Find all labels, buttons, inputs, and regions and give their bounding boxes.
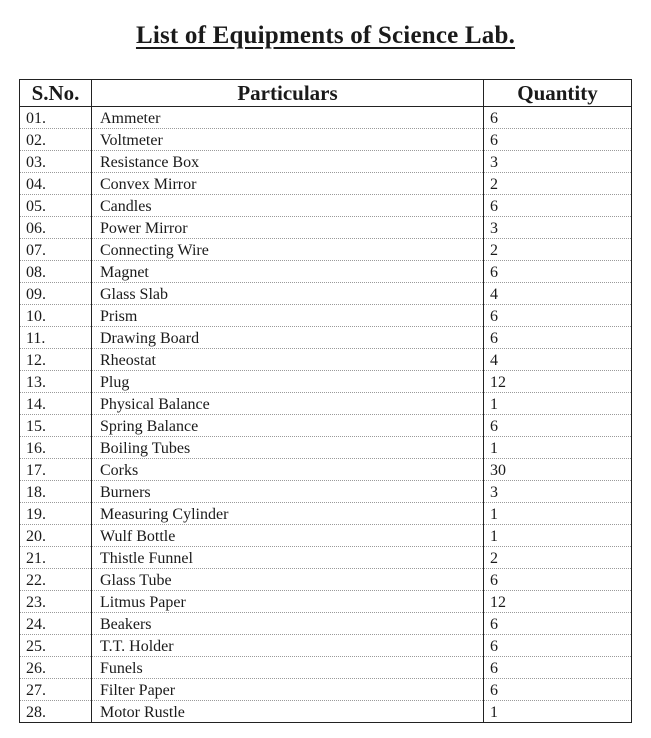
cell-particular: Ammeter — [92, 107, 484, 129]
column-header-sno: S.No. — [20, 80, 92, 107]
table-row — [20, 657, 632, 679]
cell-particular: Boiling Tubes — [92, 437, 484, 459]
cell-quantity: 6 — [484, 635, 632, 657]
cell-quantity: 6 — [484, 107, 632, 129]
cell-quantity: 1 — [484, 437, 632, 459]
table-row — [20, 525, 632, 547]
cell-particular: Funels — [92, 657, 484, 679]
cell-sno: 05. — [20, 195, 92, 217]
cell-sno: 27. — [20, 679, 92, 701]
table-row — [20, 349, 632, 371]
cell-particular: Motor Rustle — [92, 701, 484, 723]
cell-particular: Drawing Board — [92, 327, 484, 349]
table-row — [20, 327, 632, 349]
table-row — [20, 151, 632, 173]
cell-quantity: 6 — [484, 415, 632, 437]
cell-particular: Voltmeter — [92, 129, 484, 151]
cell-quantity: 6 — [484, 261, 632, 283]
cell-sno: 17. — [20, 459, 92, 481]
cell-sno: 11. — [20, 327, 92, 349]
table-row — [20, 569, 632, 591]
table-row — [20, 239, 632, 261]
cell-particular: Plug — [92, 371, 484, 393]
table-row — [20, 701, 632, 723]
cell-particular: Physical Balance — [92, 393, 484, 415]
cell-particular: Candles — [92, 195, 484, 217]
cell-sno: 26. — [20, 657, 92, 679]
table-row — [20, 503, 632, 525]
table-row — [20, 459, 632, 481]
cell-quantity: 3 — [484, 217, 632, 239]
cell-sno: 07. — [20, 239, 92, 261]
cell-sno: 13. — [20, 371, 92, 393]
cell-sno: 24. — [20, 613, 92, 635]
table-row — [20, 371, 632, 393]
table-row — [20, 107, 632, 129]
cell-sno: 09. — [20, 283, 92, 305]
document-title-text: List of Equipments of Science Lab. — [135, 22, 516, 49]
cell-particular: Thistle Funnel — [92, 547, 484, 569]
cell-sno: 08. — [20, 261, 92, 283]
cell-particular: Prism — [92, 305, 484, 327]
table-row — [20, 635, 632, 657]
cell-quantity: 30 — [484, 459, 632, 481]
table-row — [20, 393, 632, 415]
cell-sno: 10. — [20, 305, 92, 327]
cell-sno: 28. — [20, 701, 92, 723]
cell-particular: Magnet — [92, 261, 484, 283]
table-row — [20, 283, 632, 305]
cell-quantity: 1 — [484, 393, 632, 415]
cell-quantity: 6 — [484, 679, 632, 701]
cell-quantity: 1 — [484, 525, 632, 547]
cell-sno: 04. — [20, 173, 92, 195]
cell-particular: Power Mirror — [92, 217, 484, 239]
cell-particular: Rheostat — [92, 349, 484, 371]
cell-quantity: 1 — [484, 701, 632, 723]
cell-sno: 02. — [20, 129, 92, 151]
cell-quantity: 1 — [484, 503, 632, 525]
table-row — [20, 217, 632, 239]
cell-sno: 06. — [20, 217, 92, 239]
cell-quantity: 12 — [484, 371, 632, 393]
cell-particular: Measuring Cylinder — [92, 503, 484, 525]
table-row — [20, 613, 632, 635]
table-row — [20, 305, 632, 327]
document-title — [0, 22, 651, 50]
cell-particular: Beakers — [92, 613, 484, 635]
cell-particular: Glass Slab — [92, 283, 484, 305]
table-row — [20, 415, 632, 437]
table-row — [20, 173, 632, 195]
cell-particular: Litmus Paper — [92, 591, 484, 613]
table-row — [20, 437, 632, 459]
cell-sno: 20. — [20, 525, 92, 547]
cell-particular: Corks — [92, 459, 484, 481]
cell-particular: Resistance Box — [92, 151, 484, 173]
cell-sno: 22. — [20, 569, 92, 591]
column-header-quantity: Quantity — [484, 80, 632, 107]
cell-quantity: 6 — [484, 129, 632, 151]
cell-particular: Connecting Wire — [92, 239, 484, 261]
cell-quantity: 2 — [484, 173, 632, 195]
cell-quantity: 12 — [484, 591, 632, 613]
cell-particular: T.T. Holder — [92, 635, 484, 657]
cell-quantity: 4 — [484, 349, 632, 371]
cell-sno: 21. — [20, 547, 92, 569]
cell-quantity: 6 — [484, 569, 632, 591]
table-row — [20, 261, 632, 283]
cell-quantity: 2 — [484, 547, 632, 569]
cell-sno: 12. — [20, 349, 92, 371]
cell-sno: 01. — [20, 107, 92, 129]
cell-particular: Wulf Bottle — [92, 525, 484, 547]
table-header-row — [20, 80, 632, 107]
column-header-particulars: Particulars — [92, 80, 484, 107]
cell-quantity: 6 — [484, 195, 632, 217]
table-body — [20, 107, 632, 723]
cell-quantity: 6 — [484, 657, 632, 679]
cell-sno: 14. — [20, 393, 92, 415]
cell-quantity: 3 — [484, 151, 632, 173]
cell-particular: Spring Balance — [92, 415, 484, 437]
cell-particular: Filter Paper — [92, 679, 484, 701]
cell-sno: 03. — [20, 151, 92, 173]
cell-quantity: 6 — [484, 613, 632, 635]
cell-sno: 25. — [20, 635, 92, 657]
cell-particular: Glass Tube — [92, 569, 484, 591]
cell-particular: Convex Mirror — [92, 173, 484, 195]
cell-particular: Burners — [92, 481, 484, 503]
cell-sno: 19. — [20, 503, 92, 525]
table-row — [20, 195, 632, 217]
cell-quantity: 4 — [484, 283, 632, 305]
table-row — [20, 679, 632, 701]
table-row — [20, 481, 632, 503]
cell-sno: 23. — [20, 591, 92, 613]
table-row — [20, 547, 632, 569]
equipment-table — [19, 79, 632, 723]
cell-sno: 15. — [20, 415, 92, 437]
cell-sno: 16. — [20, 437, 92, 459]
cell-sno: 18. — [20, 481, 92, 503]
cell-quantity: 3 — [484, 481, 632, 503]
cell-quantity: 2 — [484, 239, 632, 261]
cell-quantity: 6 — [484, 327, 632, 349]
cell-quantity: 6 — [484, 305, 632, 327]
table-row — [20, 591, 632, 613]
table-row — [20, 129, 632, 151]
